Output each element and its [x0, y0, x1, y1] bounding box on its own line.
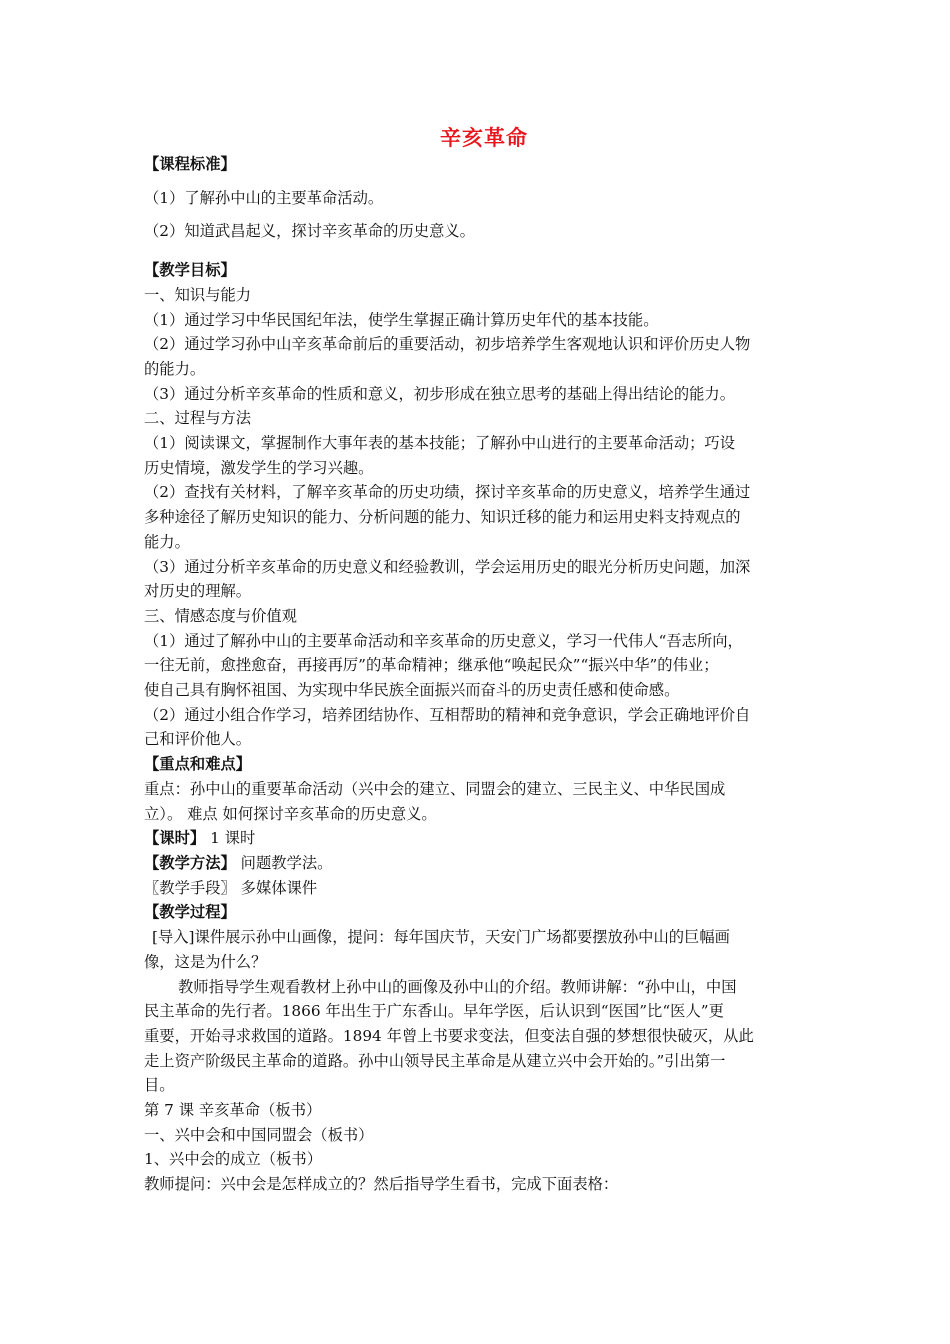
method-row [144, 851, 824, 876]
paragraph-line: （1）通过学习中华民国纪年法，使学生掌握正确计算历史年代的基本技能。 [144, 310, 659, 329]
paragraph-line: （1）阅读课文，掌握制作大事年表的基本技能；了解孙中山进行的主要革命活动；巧设 [144, 434, 736, 453]
paragraph-line: （3）通过分析辛亥革命的性质和意义，初步形成在独立思考的基础上得出结论的能力。 [144, 384, 736, 403]
paragraph-line: 重要，开始寻求救国的道路。1894 年曾上书要求变法，但变法自强的梦想很快破灭，从此 [144, 1026, 754, 1045]
means-value: 多媒体课件 [240, 878, 318, 897]
curriculum-header: 【课程标准】 [144, 155, 236, 173]
hours-header: 【课时】 [144, 829, 206, 848]
section-title: 一、知识与能力 [144, 285, 252, 304]
paragraph-line: 的能力。 [144, 359, 206, 378]
paragraph-line: 像，这是为什么？ [144, 952, 267, 971]
keypoints-header: 【重点和难点】 [144, 755, 252, 774]
paragraph-line: 使自己具有胸怀祖国、为实现中华民族全面振兴而奋斗的历史责任感和使命感。 [144, 681, 680, 700]
paragraph-line: 能力。 [144, 532, 190, 551]
document-title: 辛亥革命 [440, 126, 528, 150]
paragraph-line: 立）。 难点 如何探讨辛亥革命的历史意义。 [144, 804, 437, 823]
document-page [144, 126, 824, 1197]
paragraph-line: 重点：孙中山的重要革命活动（兴中会的建立、同盟会的建立、三民主义、中华民国成 [144, 779, 726, 798]
paragraph-line: 教师指导学生观看教材上孙中山的画像及孙中山的介绍。教师讲解：“孙中山，中国 [178, 977, 737, 996]
paragraph-line: 一往无前，愈挫愈奋，再接再厉”的革命精神；继承他“唤起民众”“振兴中华”的伟业； [144, 656, 719, 675]
board-line: 第 7 课 辛亥革命（板书） [144, 1101, 322, 1120]
means-header: 〖教学手段〗 [144, 878, 236, 897]
section-title: 三、情感态度与价值观 [144, 606, 297, 625]
hours-row [144, 826, 824, 851]
section-title: 二、过程与方法 [144, 409, 252, 428]
board-line: 一、兴中会和中国同盟会（板书） [144, 1125, 374, 1144]
curriculum-item: （2）知道武昌起义，探讨辛亥革命的历史意义。 [144, 222, 475, 241]
paragraph-line: 历史情境，激发学生的学习兴趣。 [144, 458, 374, 477]
paragraph-line: 走上资产阶级民主革命的道路。孙中山领导民主革命是从建立兴中会开始的。”引出第一 [144, 1051, 726, 1070]
paragraph-line: 己和评价他人。 [144, 730, 252, 749]
paragraph-line: （2）查找有关材料，了解辛亥革命的历史功绩，探讨辛亥革命的历史意义，培养学生通过 [144, 483, 751, 502]
paragraph-line: （2）通过学习孙中山辛亥革命前后的重要活动，初步培养学生客观地认识和评价历史人物 [144, 335, 751, 354]
board-line: 1、兴中会的成立（板书） [144, 1150, 322, 1169]
board-line: 教师提问：兴中会是怎样成立的？然后指导学生看书，完成下面表格： [144, 1175, 619, 1194]
paragraph-line: 民主革命的先行者。1866 年出生于广东香山。早年学医，后认识到“医国”比“医人”更 [144, 1002, 724, 1021]
paragraph-line: 目。 [144, 1076, 175, 1095]
paragraph-line: [导入]课件展示孙中山画像，提问：每年国庆节，天安门广场都要摆放孙中山的巨幅画 [152, 928, 730, 947]
paragraph-line: 对历史的理解。 [144, 582, 252, 601]
paragraph-line: （2）通过小组合作学习，培养团结协作、互相帮助的精神和竞争意识，学会正确地评价自 [144, 705, 751, 724]
hours-value: 1 课时 [210, 829, 256, 848]
curriculum-item: （1）了解孙中山的主要革命活动。 [144, 188, 384, 207]
means-row [144, 876, 824, 901]
paragraph-line: 多种途径了解历史知识的能力、分析问题的能力、知识迁移的能力和运用史料支持观点的 [144, 508, 741, 527]
method-value: 问题教学法。 [240, 853, 333, 872]
paragraph-line: （3）通过分析辛亥革命的历史意义和经验教训，学会运用历史的眼光分析历史问题，加深 [144, 557, 751, 576]
process-header: 【教学过程】 [144, 903, 236, 922]
paragraph-line: （1）通过了解孙中山的主要革命活动和辛亥革命的历史意义，学习一代伟人“吾志所向， [144, 631, 743, 650]
method-header: 【教学方法】 [144, 853, 236, 872]
goals-header: 【教学目标】 [144, 261, 236, 280]
